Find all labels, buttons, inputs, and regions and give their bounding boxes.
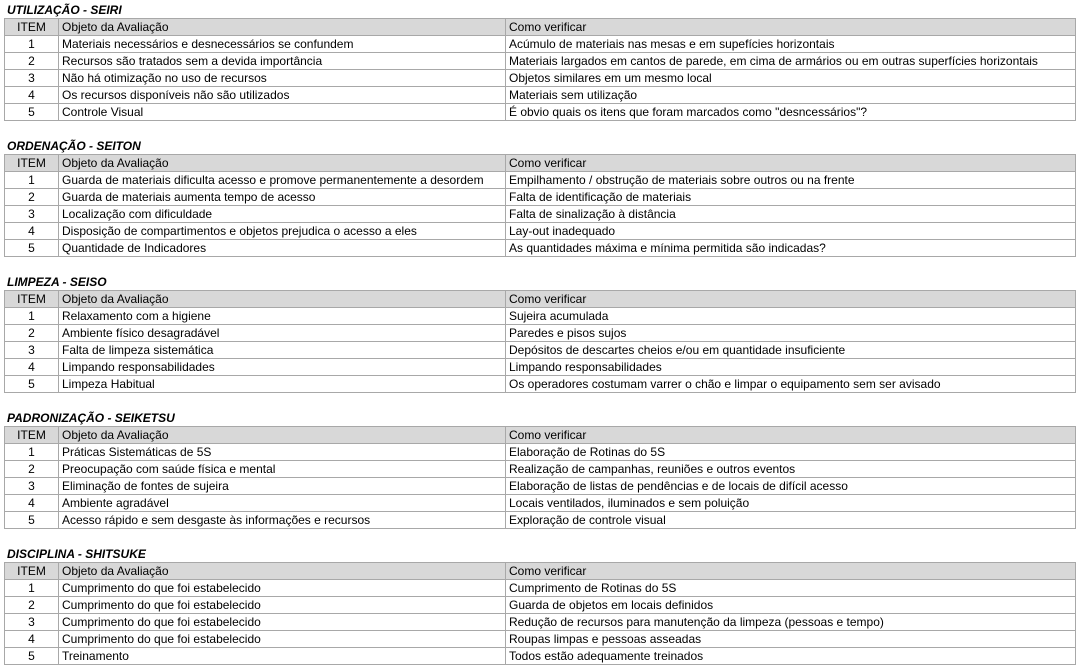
cell-verificar: Materiais largados em cantos de parede, em cima de armários ou em outras superfícies horizontais (506, 53, 1076, 70)
table-header-row (5, 155, 1076, 172)
cell-objeto: Cumprimento do que foi estabelecido (59, 580, 506, 597)
cell-item: 2 (5, 461, 59, 478)
header-verificar: Como verificar (506, 427, 1076, 444)
cell-objeto: Limpando responsabilidades (59, 359, 506, 376)
table-row (5, 359, 1076, 376)
header-objeto: Objeto da Avaliação (59, 155, 506, 172)
cell-verificar: Redução de recursos para manutenção da limpeza (pessoas e tempo) (506, 614, 1076, 631)
header-objeto: Objeto da Avaliação (59, 19, 506, 36)
header-item: ITEM (5, 563, 59, 580)
cell-verificar: Paredes e pisos sujos (506, 325, 1076, 342)
cell-verificar: Todos estão adequamente treinados (506, 648, 1076, 665)
header-verificar: Como verificar (506, 155, 1076, 172)
table-row (5, 495, 1076, 512)
section-title: DISCIPLINA - SHITSUKE (7, 547, 146, 561)
table-row (5, 104, 1076, 121)
cell-item: 2 (5, 189, 59, 206)
table-row (5, 648, 1076, 665)
cell-verificar: Elaboração de listas de pendências e de locais de difícil acesso (506, 478, 1076, 495)
header-item: ITEM (5, 155, 59, 172)
table-row (5, 597, 1076, 614)
table-row (5, 172, 1076, 189)
cell-item: 2 (5, 597, 59, 614)
cell-item: 5 (5, 240, 59, 257)
cell-verificar: Acúmulo de materiais nas mesas e em supefícies horizontais (506, 36, 1076, 53)
header-verificar: Como verificar (506, 19, 1076, 36)
cell-objeto: Limpeza Habitual (59, 376, 506, 393)
section-padronizacao-seiketsu (4, 410, 1076, 529)
cell-verificar: Sujeira acumulada (506, 308, 1076, 325)
cell-objeto: Acesso rápido e sem desgaste às informações e recursos (59, 512, 506, 529)
table-row (5, 512, 1076, 529)
cell-verificar: Falta de identificação de materiais (506, 189, 1076, 206)
cell-verificar: Elaboração de Rotinas do 5S (506, 444, 1076, 461)
cell-verificar: Realização de campanhas, reuniões e outros eventos (506, 461, 1076, 478)
evaluation-table (4, 290, 1076, 393)
cell-objeto: Cumprimento do que foi estabelecido (59, 597, 506, 614)
cell-item: 1 (5, 36, 59, 53)
cell-item: 4 (5, 359, 59, 376)
cell-objeto: Treinamento (59, 648, 506, 665)
cell-item: 3 (5, 478, 59, 495)
table-row (5, 308, 1076, 325)
cell-item: 5 (5, 648, 59, 665)
cell-verificar: Cumprimento de Rotinas do 5S (506, 580, 1076, 597)
header-item: ITEM (5, 291, 59, 308)
cell-item: 3 (5, 70, 59, 87)
section-limpeza-seiso (4, 274, 1076, 393)
cell-item: 3 (5, 206, 59, 223)
cell-objeto: Controle Visual (59, 104, 506, 121)
cell-item: 5 (5, 376, 59, 393)
header-objeto: Objeto da Avaliação (59, 291, 506, 308)
cell-item: 5 (5, 512, 59, 529)
cell-objeto: Cumprimento do que foi estabelecido (59, 614, 506, 631)
table-row (5, 70, 1076, 87)
table-row (5, 87, 1076, 104)
table-row (5, 376, 1076, 393)
cell-objeto: Preocupação com saúde física e mental (59, 461, 506, 478)
table-row (5, 189, 1076, 206)
cell-objeto: Eliminação de fontes de sujeira (59, 478, 506, 495)
table-row (5, 53, 1076, 70)
evaluation-table (4, 426, 1076, 529)
table-header-row (5, 427, 1076, 444)
header-verificar: Como verificar (506, 291, 1076, 308)
section-title: PADRONIZAÇÃO - SEIKETSU (7, 411, 175, 425)
header-verificar: Como verificar (506, 563, 1076, 580)
cell-objeto: Guarda de materiais dificulta acesso e promove permanentemente a desordem (59, 172, 506, 189)
cell-verificar: Objetos similares em um mesmo local (506, 70, 1076, 87)
table-row (5, 614, 1076, 631)
cell-objeto: Ambiente agradável (59, 495, 506, 512)
cell-objeto: Falta de limpeza sistemática (59, 342, 506, 359)
table-row (5, 206, 1076, 223)
section-title: UTILIZAÇÃO - SEIRI (7, 3, 122, 17)
cell-item: 2 (5, 53, 59, 70)
cell-objeto: Os recursos disponíveis não são utilizados (59, 87, 506, 104)
table-row (5, 325, 1076, 342)
cell-objeto: Relaxamento com a higiene (59, 308, 506, 325)
section-title: LIMPEZA - SEISO (7, 275, 107, 289)
table-header-row (5, 19, 1076, 36)
cell-item: 4 (5, 631, 59, 648)
cell-verificar: Os operadores costumam varrer o chão e limpar o equipamento sem ser avisado (506, 376, 1076, 393)
cell-verificar: Locais ventilados, iluminados e sem poluição (506, 495, 1076, 512)
cell-objeto: Não há otimização no uso de recursos (59, 70, 506, 87)
evaluation-table (4, 154, 1076, 257)
cell-objeto: Guarda de materiais aumenta tempo de acesso (59, 189, 506, 206)
header-item: ITEM (5, 427, 59, 444)
section-disciplina-shitsuke (4, 546, 1076, 665)
cell-objeto: Recursos são tratados sem a devida importância (59, 53, 506, 70)
evaluation-table (4, 18, 1076, 121)
cell-verificar: Depósitos de descartes cheios e/ou em quantidade insuficiente (506, 342, 1076, 359)
cell-verificar: Guarda de objetos em locais definidos (506, 597, 1076, 614)
table-row (5, 478, 1076, 495)
section-title: ORDENAÇÃO - SEITON (7, 139, 141, 153)
evaluation-table (4, 562, 1076, 665)
table-row (5, 461, 1076, 478)
header-objeto: Objeto da Avaliação (59, 427, 506, 444)
cell-item: 4 (5, 87, 59, 104)
cell-item: 4 (5, 495, 59, 512)
cell-verificar: Materiais sem utilização (506, 87, 1076, 104)
cell-verificar: Falta de sinalização à distância (506, 206, 1076, 223)
cell-verificar: Empilhamento / obstrução de materiais sobre outros ou na frente (506, 172, 1076, 189)
cell-verificar: Lay-out inadequado (506, 223, 1076, 240)
cell-item: 1 (5, 444, 59, 461)
cell-verificar: Exploração de controle visual (506, 512, 1076, 529)
cell-item: 1 (5, 308, 59, 325)
cell-objeto: Disposição de compartimentos e objetos prejudica o acesso a eles (59, 223, 506, 240)
cell-item: 3 (5, 614, 59, 631)
table-row (5, 631, 1076, 648)
section-utilizacao-seiri (4, 2, 1076, 121)
cell-item: 5 (5, 104, 59, 121)
cell-item: 1 (5, 580, 59, 597)
header-objeto: Objeto da Avaliação (59, 563, 506, 580)
cell-verificar: É obvio quais os itens que foram marcados como "desncessários"? (506, 104, 1076, 121)
cell-objeto: Cumprimento do que foi estabelecido (59, 631, 506, 648)
header-item: ITEM (5, 19, 59, 36)
cell-objeto: Práticas Sistemáticas de 5S (59, 444, 506, 461)
cell-objeto: Materiais necessários e desnecessários se confundem (59, 36, 506, 53)
cell-verificar: Roupas limpas e pessoas asseadas (506, 631, 1076, 648)
table-row (5, 444, 1076, 461)
table-row (5, 580, 1076, 597)
section-ordenacao-seiton (4, 138, 1076, 257)
cell-objeto: Localização com dificuldade (59, 206, 506, 223)
cell-item: 3 (5, 342, 59, 359)
cell-item: 2 (5, 325, 59, 342)
cell-item: 4 (5, 223, 59, 240)
cell-item: 1 (5, 172, 59, 189)
cell-verificar: As quantidades máxima e mínima permitida são indicadas? (506, 240, 1076, 257)
cell-objeto: Quantidade de Indicadores (59, 240, 506, 257)
table-row (5, 342, 1076, 359)
cell-objeto: Ambiente físico desagradável (59, 325, 506, 342)
table-row (5, 223, 1076, 240)
table-row (5, 240, 1076, 257)
table-header-row (5, 291, 1076, 308)
table-row (5, 36, 1076, 53)
cell-verificar: Limpando responsabilidades (506, 359, 1076, 376)
table-header-row (5, 563, 1076, 580)
